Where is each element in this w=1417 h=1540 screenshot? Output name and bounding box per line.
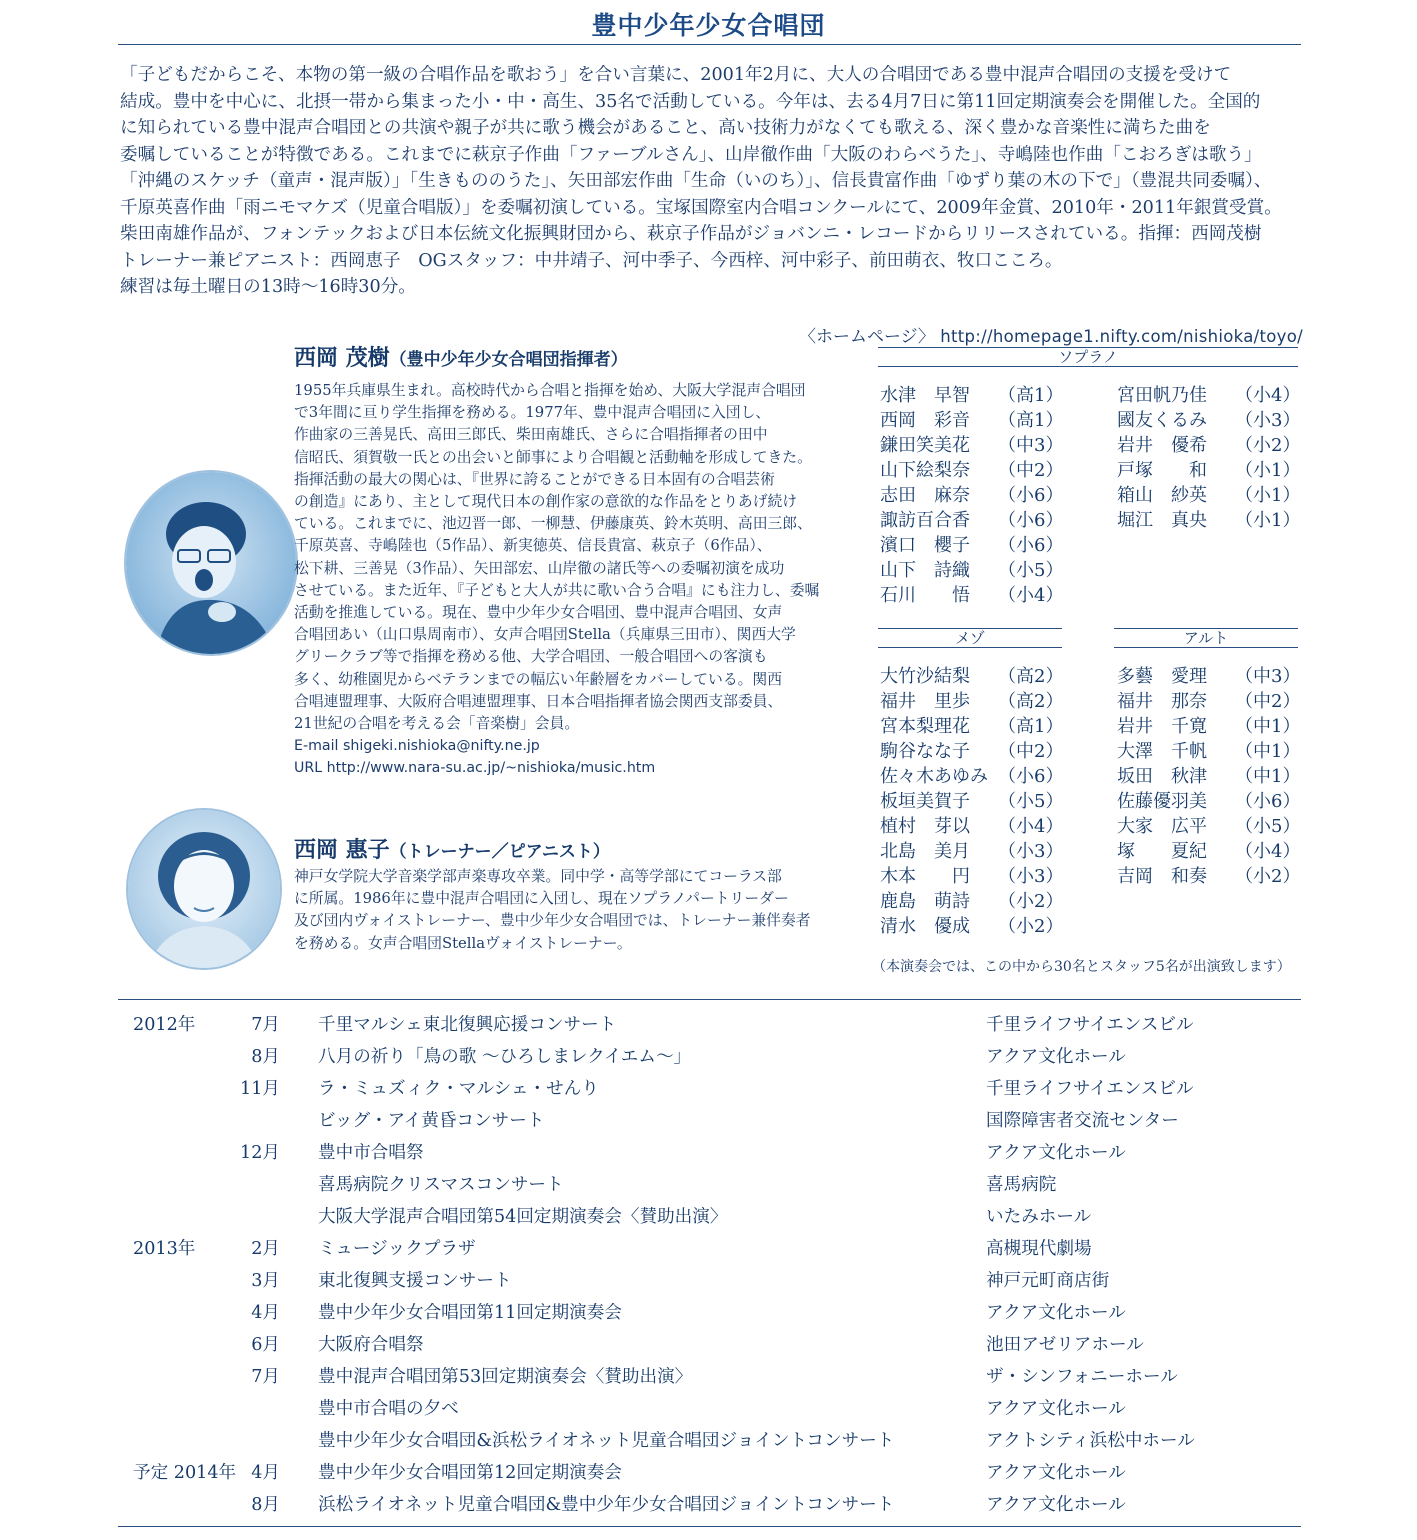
member-name: 宮田帆乃佳 <box>1117 385 1207 406</box>
schedule-venue: アクア文化ホール <box>986 1047 1126 1067</box>
member-item <box>880 508 1080 533</box>
member-grade: （小6） <box>998 535 1064 556</box>
member-item <box>1117 739 1307 764</box>
schedule-event: 豊中少年少女合唱団&浜松ライオネット児童合唱団ジョイントコンサート <box>318 1431 895 1451</box>
schedule-month: 3月 <box>251 1271 280 1291</box>
member-item <box>1117 764 1307 789</box>
member-name: 福井 里歩 <box>880 691 970 712</box>
member-name: 鹿島 萌詩 <box>880 891 970 912</box>
member-name: 鎌田笑美花 <box>880 435 970 456</box>
schedule-row <box>0 1073 1417 1105</box>
member-item <box>880 533 1080 558</box>
schedule-row <box>0 1233 1417 1265</box>
member-item <box>880 864 1080 889</box>
member-grade: （小5） <box>1235 816 1301 837</box>
member-item <box>880 583 1080 608</box>
intro-line: 結成。豊中を中心に、北摂一帯から集まった小・中・高生、35名で活動している。今年は、去る4月7日に第11回定期演奏会を開催した。全国的 <box>120 91 1261 112</box>
schedule-row <box>0 1041 1417 1073</box>
trainer-bio-line: を務める。女声合唱団Stellaヴォイストレーナー。 <box>294 934 632 952</box>
member-grade: （小1） <box>1235 485 1301 506</box>
member-name: 岩井 千寛 <box>1117 716 1207 737</box>
schedule-event: 浜松ライオネット児童合唱団&豊中少年少女合唱団ジョイントコンサート <box>318 1495 895 1515</box>
member-grade: （小2） <box>998 891 1064 912</box>
trainer-bio-line: 及び団内ヴォイストレーナー、豊中少年少女合唱団では、トレーナー兼伴奏者 <box>294 912 811 930</box>
schedule-month: 4月 <box>251 1463 280 1483</box>
schedule-venue: アクア文化ホール <box>986 1303 1126 1323</box>
conductor-bio-line: 活動を推進している。現在、豊中少年少女合唱団、豊中混声合唱団、女声 <box>294 604 783 622</box>
member-item <box>1117 458 1307 483</box>
alto-header: アルト <box>1114 628 1298 648</box>
conductor-bio-line: 合唱連盟理事、大阪府合唱連盟理事、日本合唱指揮者協会関西支部委員、 <box>294 692 783 710</box>
member-item <box>1117 864 1307 889</box>
schedule-year: 予定 2014年 <box>133 1463 237 1483</box>
member-name: 大家 広平 <box>1117 816 1207 837</box>
schedule-month: 7月 <box>251 1015 280 1035</box>
member-grade: （中2） <box>998 741 1064 762</box>
member-name: 塚 夏紀 <box>1117 841 1207 862</box>
conductor-bio <box>294 380 819 735</box>
conductor-name: 西岡 茂樹 <box>294 345 390 371</box>
member-item <box>880 689 1080 714</box>
schedule-row <box>0 1297 1417 1329</box>
member-grade: （小4） <box>998 585 1064 606</box>
intro-line: に知られている豊中混声合唱団との共演や親子が共に歌う機会があること、高い技術力がなくても歌える、深く豊かな音楽性に満ちた曲を <box>120 118 1211 138</box>
member-name: 木本 円 <box>880 866 970 887</box>
member-grade: （中1） <box>1235 741 1301 762</box>
schedule-row <box>0 1137 1417 1169</box>
member-item <box>1117 689 1307 714</box>
alto-list <box>1117 664 1307 889</box>
member-grade: （小1） <box>1235 460 1301 481</box>
schedule-venue: 国際障害者交流センター <box>986 1111 1179 1131</box>
member-item <box>880 664 1080 689</box>
conductor-bio-line: で3年間に亘り学生指揮を務める。1977年、豊中混声合唱団に入団し、 <box>294 404 771 422</box>
member-grade: （中3） <box>1235 666 1301 687</box>
conductor-bio-line: 指揮活動の最大の関心は、『世界に誇ることができる日本固有の合唱芸術 <box>294 470 775 488</box>
schedule-bottom-rule <box>118 1526 1301 1527</box>
schedule-row <box>0 1009 1417 1041</box>
member-grade: （小2） <box>998 916 1064 937</box>
trainer-bio-line: に所属。1986年に豊中混声合唱団に入団し、現在ソプラノパートリーダー <box>294 890 789 908</box>
schedule-event: 豊中市合唱の夕べ <box>318 1399 459 1419</box>
mezzo-list <box>880 664 1080 939</box>
member-name: 戸塚 和 <box>1117 460 1207 481</box>
member-item <box>1117 714 1307 739</box>
member-grade: （小3） <box>998 866 1064 887</box>
member-item <box>1117 814 1307 839</box>
schedule-month: 8月 <box>251 1495 280 1515</box>
soprano-list-2 <box>1117 383 1307 533</box>
trainer-bio <box>294 866 811 955</box>
member-grade: （小3） <box>998 841 1064 862</box>
schedule-venue: アクア文化ホール <box>986 1463 1126 1483</box>
conductor-email[interactable]: E-mail shigeki.nishioka@nifty.ne.jp <box>294 738 540 754</box>
schedule-venue: アクア文化ホール <box>986 1399 1126 1419</box>
member-grade: （中1） <box>1235 716 1301 737</box>
intro-line: 「沖縄のスケッチ（童声・混声版）」「生きもののうた」、矢田部宏作曲「生命（いのち）」、信長貴富作曲「ゆずり葉の木の下で」（豊混共同委嘱）、 <box>120 171 1272 191</box>
trainer-role: （トレーナー／ピアニスト） <box>389 842 610 862</box>
schedule-venue: いたみホール <box>986 1207 1092 1227</box>
member-name: 佐々木あゆみ <box>880 766 988 787</box>
intro-line: 千原英喜作曲「雨ニモマケズ（児童合唱版）」を委嘱初演している。宝塚国際室内合唱コンクールにて、2009年金賞、2010年・2011年銀賞受賞。 <box>120 197 1282 218</box>
member-name: 諏訪百合香 <box>880 510 970 531</box>
schedule-month: 2月 <box>251 1239 280 1259</box>
member-item <box>880 433 1080 458</box>
member-grade: （小6） <box>998 510 1064 531</box>
intro-line: 柴田南雄作品が、フォンテックおよび日本伝統文化振興財団から、萩京子作品がジョバンニ・レコードからリリースされている。指揮：西岡茂樹 <box>120 224 1262 244</box>
conductor-bio-line: の創造』にあり、主として現代日本の創作家の意欲的な作品をとりあげ続け <box>294 493 798 511</box>
member-item <box>1117 483 1307 508</box>
conductor-bio-line: グリークラブ等で指揮を務める他、大学合唱団、一般合唱団への客演も <box>294 648 768 666</box>
member-name: 佐藤優羽美 <box>1117 791 1207 812</box>
member-item <box>880 739 1080 764</box>
schedule-event: 大阪府合唱祭 <box>318 1335 424 1355</box>
schedule-event: 八月の祈り「鳥の歌 〜ひろしまレクイエム〜」 <box>318 1047 692 1067</box>
schedule-event: 豊中少年少女合唱団第12回定期演奏会 <box>318 1463 622 1483</box>
member-grade: （高1） <box>998 716 1064 737</box>
schedule-venue: 神戸元町商店街 <box>986 1271 1110 1291</box>
schedule-venue: 高槻現代劇場 <box>986 1239 1092 1259</box>
trainer-bio-line: 神戸女学院大学音楽学部声楽専攻卒業。同中学・高等学部にてコーラス部 <box>294 868 782 885</box>
member-name: 駒谷なな子 <box>880 741 970 762</box>
member-grade: （中2） <box>1235 691 1301 712</box>
member-name: 大澤 千帆 <box>1117 741 1207 762</box>
member-name: 志田 麻奈 <box>880 485 970 506</box>
member-item <box>1117 383 1307 408</box>
member-name: 大竹沙結梨 <box>880 666 970 687</box>
member-name: 福井 那奈 <box>1117 691 1207 712</box>
schedule-venue: ザ・シンフォニーホール <box>986 1367 1178 1387</box>
conductor-bio-line: 1955年兵庫県生まれ。高校時代から合唱と指揮を始め、大阪大学混声合唱団 <box>294 382 806 399</box>
member-grade: （小2） <box>1235 866 1301 887</box>
member-item <box>1117 433 1307 458</box>
conductor-contacts <box>294 735 655 779</box>
member-name: 水津 早智 <box>880 385 970 406</box>
homepage-url[interactable]: http://homepage1.nifty.com/nishioka/toyo/ <box>940 327 1303 346</box>
schedule-row <box>0 1329 1417 1361</box>
member-name: 石川 悟 <box>880 585 970 606</box>
member-grade: （小2） <box>1235 435 1301 456</box>
member-grade: （小5） <box>998 560 1064 581</box>
member-item <box>880 458 1080 483</box>
schedule-month: 11月 <box>240 1079 280 1099</box>
member-name: 坂田 秋津 <box>1117 766 1207 787</box>
conductor-role: （豊中少年少女合唱団指揮者） <box>389 350 628 370</box>
member-item <box>1117 789 1307 814</box>
homepage-label: 〈ホームページ〉 <box>798 327 935 347</box>
schedule-venue: 千里ライフサイエンスビル <box>986 1079 1194 1099</box>
member-grade: （小4） <box>1235 841 1301 862</box>
schedule-event: 豊中市合唱祭 <box>318 1143 424 1163</box>
schedule-month: 7月 <box>251 1367 280 1387</box>
member-name: 堀江 真央 <box>1117 510 1207 531</box>
schedule-event: 豊中少年少女合唱団第11回定期演奏会 <box>318 1303 622 1323</box>
schedule-venue: 喜馬病院 <box>986 1175 1057 1195</box>
conductor-bio-line: させている。また近年、『子どもと大人が共に歌い合う合唱』にも注力し、委嘱 <box>294 581 820 599</box>
schedule-event: 千里マルシェ東北復興応援コンサート <box>318 1015 617 1035</box>
schedule-month: 4月 <box>251 1303 280 1323</box>
schedule-venue: 池田アゼリアホール <box>986 1335 1144 1355</box>
member-item <box>880 408 1080 433</box>
schedule-venue: 千里ライフサイエンスビル <box>986 1015 1194 1035</box>
soprano-header: ソプラノ <box>878 347 1298 367</box>
schedule-month: 8月 <box>251 1047 280 1067</box>
member-grade: （小4） <box>1235 385 1301 406</box>
member-item <box>880 889 1080 914</box>
mezzo-header: メゾ <box>878 628 1062 648</box>
schedule-event: 豊中混声合唱団第53回定期演奏会〈賛助出演〉 <box>318 1367 693 1387</box>
schedule-event: 喜馬病院クリスマスコンサート <box>318 1175 564 1195</box>
schedule-venue: アクア文化ホール <box>986 1143 1126 1163</box>
member-name: 植村 芽以 <box>880 816 970 837</box>
schedule-month: 6月 <box>251 1335 280 1355</box>
member-name: 多藝 愛理 <box>1117 666 1207 687</box>
schedule-month: 12月 <box>240 1143 280 1163</box>
schedule-row <box>0 1457 1417 1489</box>
member-grade: （小6） <box>998 485 1064 506</box>
member-grade: （中1） <box>1235 766 1301 787</box>
trainer-name: 西岡 惠子 <box>294 837 390 863</box>
member-grade: （高1） <box>998 410 1064 431</box>
schedule-event: 大阪大学混声合唱団第54回定期演奏会〈賛助出演〉 <box>318 1207 728 1227</box>
page-title: 豊中少年少女合唱団 <box>591 11 826 40</box>
member-grade: （小5） <box>998 791 1064 812</box>
member-item <box>880 764 1080 789</box>
member-item <box>1117 408 1307 433</box>
member-name: 吉岡 和奏 <box>1117 866 1207 887</box>
member-grade: （高1） <box>998 385 1064 406</box>
member-item <box>1117 508 1307 533</box>
conductor-bio-line: 千原英喜、寺嶋陸也（5作品）、新実徳英、信長貴富、萩京子（6作品）、 <box>294 537 772 555</box>
schedule-row <box>0 1169 1417 1201</box>
member-item <box>880 839 1080 864</box>
conductor-bio-line: 松下耕、三善晃（3作品）、矢田部宏、山岸徹の諸氏等への委嘱初演を成功 <box>294 559 785 577</box>
member-grade: （小6） <box>1235 791 1301 812</box>
member-name: 山下絵梨奈 <box>880 460 970 481</box>
member-item <box>880 814 1080 839</box>
member-name: 濱口 櫻子 <box>880 535 970 556</box>
schedule-row <box>0 1361 1417 1393</box>
schedule-row <box>0 1425 1417 1457</box>
member-grade: （中3） <box>998 435 1064 456</box>
schedule-row <box>0 1201 1417 1233</box>
conductor-bio-line: 作曲家の三善晃氏、高田三郎氏、柴田南雄氏、さらに合唱指揮者の田中 <box>294 426 768 444</box>
schedule-year: 2013年 <box>133 1239 196 1259</box>
member-grade: （高2） <box>998 666 1064 687</box>
schedule-table <box>0 1009 1417 1521</box>
conductor-bio-line: 合唱団あい（山口県周南市）、女声合唱団Stella（兵庫県三田市）、関西大学 <box>294 626 796 644</box>
conductor-url[interactable]: URL http://www.nara-su.ac.jp/~nishioka/music.htm <box>294 760 656 777</box>
member-name: 清水 優成 <box>880 916 970 937</box>
member-name: 國友くるみ <box>1117 410 1207 431</box>
member-name: 西岡 彩音 <box>880 410 970 431</box>
intro-line: トレーナー兼ピアニスト：西岡恵子 OGスタッフ：中井靖子、河中季子、今西梓、河中彩子、前田萌衣、牧口こころ。 <box>120 250 1063 271</box>
trainer-heading <box>294 833 610 864</box>
title-rule <box>118 44 1301 45</box>
member-item <box>880 789 1080 814</box>
member-item <box>880 914 1080 939</box>
member-grade: （小1） <box>1235 510 1301 531</box>
schedule-event: 東北復興支援コンサート <box>318 1271 512 1291</box>
intro-line: 「子どもだからこそ、本物の第一級の合唱作品を歌おう」を合い言葉に、2001年2月に、大人の合唱団である豊中混声合唱団の支援を受けて <box>120 65 1232 85</box>
conductor-bio-line: 多く、幼稚園児からベテランまでの幅広い年齢層をカバーしている。関西 <box>294 670 783 688</box>
trainer-portrait <box>126 808 282 970</box>
schedule-event: ビッグ・アイ黄昏コンサート <box>318 1111 545 1131</box>
schedule-row <box>0 1489 1417 1521</box>
schedule-venue: アクトシティ浜松中ホール <box>986 1431 1195 1451</box>
schedule-row <box>0 1105 1417 1137</box>
schedule-venue: アクア文化ホール <box>986 1495 1126 1515</box>
member-name: 箱山 紗英 <box>1117 485 1207 506</box>
member-grade: （中2） <box>998 460 1064 481</box>
schedule-row <box>0 1265 1417 1297</box>
performance-note: （本演奏会では、この中から30名とスタッフ5名が出演致します） <box>872 959 1291 975</box>
member-item <box>880 483 1080 508</box>
member-name: 岩井 優希 <box>1117 435 1207 456</box>
schedule-year: 2012年 <box>133 1015 196 1035</box>
member-grade: （小4） <box>998 816 1064 837</box>
member-grade: （小3） <box>1235 410 1301 431</box>
schedule-event: ラ・ミュズィク・マルシェ・せんり <box>318 1079 599 1099</box>
conductor-heading <box>294 341 628 372</box>
schedule-event: ミュージックプラザ <box>318 1239 476 1259</box>
member-grade: （小6） <box>998 766 1064 787</box>
homepage-line <box>799 322 1303 347</box>
intro-line: 委嘱していることが特徴である。これまでに萩京子作曲「ファーブルさん」、山岸徹作曲「大阪のわらべうた」、寺嶋陸也作曲「こおろぎは歌う」 <box>120 144 1262 165</box>
member-item <box>880 383 1080 408</box>
intro-paragraph <box>120 62 1315 301</box>
schedule-row <box>0 1393 1417 1425</box>
member-item <box>880 714 1080 739</box>
schedule-top-rule <box>118 999 1301 1000</box>
conductor-bio-line: 信昭氏、須賀敬一氏との出会いと師事により合唱観と活動軸を形成してきた。 <box>294 448 812 466</box>
member-name: 板垣美賀子 <box>880 791 970 812</box>
member-item <box>1117 664 1307 689</box>
conductor-bio-line: ている。これまでに、池辺晋一郎、一柳慧、伊藤康英、鈴木英明、高田三郎、 <box>294 515 812 533</box>
conductor-portrait <box>124 470 298 656</box>
intro-line: 練習は毎土曜日の13時〜16時30分。 <box>120 277 416 297</box>
member-name: 宮本梨理花 <box>880 716 970 737</box>
member-name: 北島 美月 <box>880 841 970 862</box>
member-item <box>1117 839 1307 864</box>
member-name: 山下 詩織 <box>880 560 970 581</box>
member-grade: （高2） <box>998 691 1064 712</box>
member-item <box>880 558 1080 583</box>
soprano-list-1 <box>880 383 1080 608</box>
conductor-bio-line: 21世紀の合唱を考える会「音楽樹」会員。 <box>294 715 580 733</box>
